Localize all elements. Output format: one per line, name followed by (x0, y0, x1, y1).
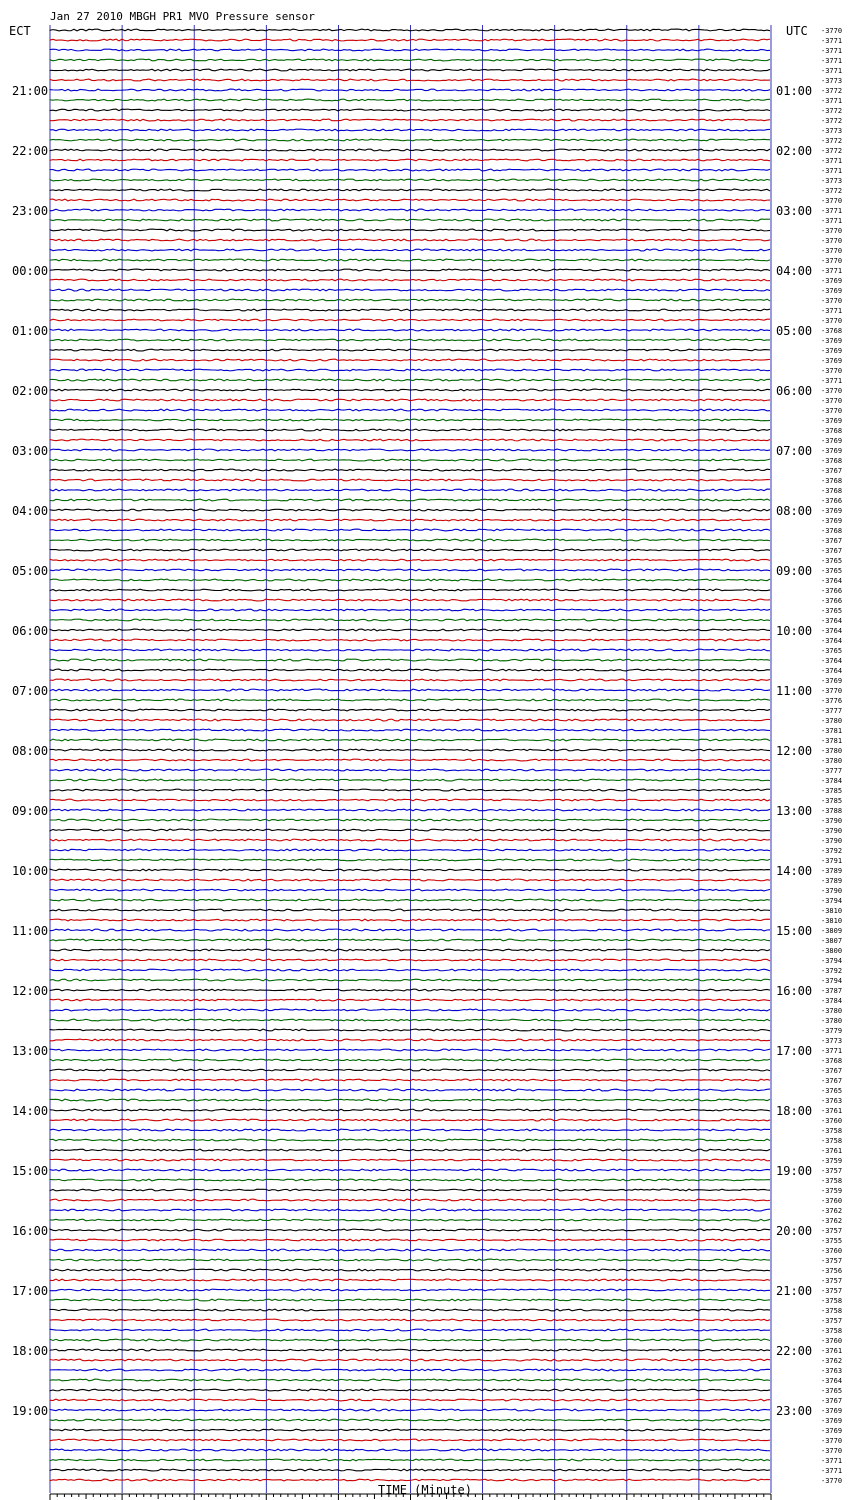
right-hour-label: 23:00 (776, 1404, 813, 1418)
trace-value-label: -3773 (821, 1037, 843, 1045)
trace-value-label: -3759 (821, 1157, 843, 1165)
trace-value-label: -3755 (821, 1237, 843, 1245)
trace-value-label: -3789 (821, 867, 843, 875)
left-hour-label: 00:00 (12, 264, 49, 278)
right-hour-label: 08:00 (776, 504, 813, 518)
trace-value-label: -3768 (821, 487, 843, 495)
right-axis-label: UTC (786, 24, 808, 38)
left-hour-label: 06:00 (12, 624, 49, 638)
left-hour-label: 08:00 (12, 744, 49, 758)
trace-value-label: -3784 (821, 997, 843, 1005)
trace-value-label: -3764 (821, 667, 843, 675)
right-hour-label: 05:00 (776, 324, 813, 338)
left-axis-label: ECT (9, 24, 31, 38)
trace-value-label: -3757 (821, 1227, 843, 1235)
trace-value-label: -3759 (821, 1187, 843, 1195)
trace-value-label: -3771 (821, 207, 843, 215)
right-hour-label: 12:00 (776, 744, 813, 758)
left-hour-label: 01:00 (12, 324, 49, 338)
trace-value-label: -3772 (821, 87, 843, 95)
trace-value-label: -3780 (821, 1017, 843, 1025)
trace-value-label: -3760 (821, 1197, 843, 1205)
trace-value-label: -3771 (821, 307, 843, 315)
trace-value-label: -3767 (821, 1067, 843, 1075)
right-hour-label: 02:00 (776, 144, 813, 158)
left-hour-label: 14:00 (12, 1104, 49, 1118)
right-hour-label: 14:00 (776, 864, 813, 878)
trace-value-label: -3761 (821, 1347, 843, 1355)
trace-value-label: -3777 (821, 707, 843, 715)
left-hour-label: 18:00 (12, 1344, 49, 1358)
trace-value-label: -3763 (821, 1367, 843, 1375)
trace-value-label: -3769 (821, 1417, 843, 1425)
right-hour-label: 07:00 (776, 444, 813, 458)
trace-value-label: -3760 (821, 1337, 843, 1345)
trace-value-label: -3763 (821, 1097, 843, 1105)
trace-value-label: -3768 (821, 527, 843, 535)
trace-value-label: -3810 (821, 917, 843, 925)
trace-value-label: -3780 (821, 717, 843, 725)
trace-value-label: -3800 (821, 947, 843, 955)
trace-value-label: -3770 (821, 27, 843, 35)
trace-value-label: -3758 (821, 1297, 843, 1305)
trace-value-label: -3757 (821, 1167, 843, 1175)
right-hour-label: 18:00 (776, 1104, 813, 1118)
trace-value-label: -3770 (821, 387, 843, 395)
trace-value-label: -3766 (821, 587, 843, 595)
trace-value-label: -3792 (821, 967, 843, 975)
trace-value-label: -3771 (821, 1047, 843, 1055)
left-hour-label: 02:00 (12, 384, 49, 398)
trace-value-label: -3771 (821, 1457, 843, 1465)
right-hour-label: 17:00 (776, 1044, 813, 1058)
trace-value-label: -3790 (821, 827, 843, 835)
trace-value-label: -3770 (821, 1447, 843, 1455)
trace-value-label: -3788 (821, 807, 843, 815)
trace-value-label: -3771 (821, 1467, 843, 1475)
trace-value-label: -3761 (821, 1107, 843, 1115)
trace-value-label: -3770 (821, 237, 843, 245)
trace-value-label: -3780 (821, 747, 843, 755)
trace-value-label: -3770 (821, 227, 843, 235)
trace-value-label: -3764 (821, 637, 843, 645)
trace-value-label: -3770 (821, 687, 843, 695)
trace-value-label: -3756 (821, 1267, 843, 1275)
trace-value-label: -3769 (821, 507, 843, 515)
trace-value-label: -3768 (821, 327, 843, 335)
trace-value-label: -3770 (821, 317, 843, 325)
trace-value-label: -3776 (821, 697, 843, 705)
trace-value-label: -3785 (821, 787, 843, 795)
trace-value-label: -3789 (821, 877, 843, 885)
trace-value-label: -3764 (821, 657, 843, 665)
trace-value-label: -3780 (821, 1007, 843, 1015)
trace-value-label: -3761 (821, 1147, 843, 1155)
trace-value-label: -3767 (821, 1397, 843, 1405)
trace-value-label: -3769 (821, 357, 843, 365)
trace-value-label: -3766 (821, 597, 843, 605)
right-hour-label: 01:00 (776, 84, 813, 98)
trace-value-label: -3772 (821, 147, 843, 155)
trace-value-label: -3777 (821, 767, 843, 775)
trace-value-label: -3757 (821, 1277, 843, 1285)
trace-value-label: -3758 (821, 1307, 843, 1315)
trace-value-label: -3765 (821, 567, 843, 575)
trace-value-label: -3790 (821, 817, 843, 825)
right-hour-label: 06:00 (776, 384, 813, 398)
trace-value-label: -3757 (821, 1287, 843, 1295)
right-hour-label: 20:00 (776, 1224, 813, 1238)
left-hour-label: 23:00 (12, 204, 49, 218)
trace-value-label: -3758 (821, 1327, 843, 1335)
trace-value-label: -3764 (821, 617, 843, 625)
left-hour-label: 16:00 (12, 1224, 49, 1238)
trace-value-label: -3765 (821, 1087, 843, 1095)
trace-value-label: -3758 (821, 1127, 843, 1135)
x-axis-label: TIME (Minute) (378, 1483, 472, 1497)
trace-value-label: -3765 (821, 647, 843, 655)
trace-value-label: -3772 (821, 187, 843, 195)
trace-value-label: -3768 (821, 1057, 843, 1065)
trace-value-label: -3766 (821, 497, 843, 505)
trace-value-label: -3769 (821, 437, 843, 445)
trace-value-label: -3769 (821, 1427, 843, 1435)
trace-value-label: -3771 (821, 377, 843, 385)
right-hour-label: 13:00 (776, 804, 813, 818)
trace-value-label: -3771 (821, 57, 843, 65)
trace-value-label: -3770 (821, 397, 843, 405)
trace-value-label: -3770 (821, 407, 843, 415)
trace-value-label: -3779 (821, 1027, 843, 1035)
trace-value-label: -3762 (821, 1217, 843, 1225)
trace-value-label: -3770 (821, 367, 843, 375)
trace-value-label: -3764 (821, 1377, 843, 1385)
right-hour-label: 03:00 (776, 204, 813, 218)
right-hour-label: 19:00 (776, 1164, 813, 1178)
trace-value-label: -3769 (821, 517, 843, 525)
trace-value-label: -3772 (821, 137, 843, 145)
trace-value-label: -3764 (821, 627, 843, 635)
trace-value-label: -3769 (821, 447, 843, 455)
trace-value-label: -3760 (821, 1117, 843, 1125)
left-hour-label: 04:00 (12, 504, 49, 518)
trace-value-label: -3771 (821, 167, 843, 175)
trace-value-label: -3760 (821, 1247, 843, 1255)
trace-value-label: -3769 (821, 347, 843, 355)
trace-value-label: -3764 (821, 577, 843, 585)
left-hour-label: 10:00 (12, 864, 49, 878)
trace-value-label: -3768 (821, 427, 843, 435)
trace-value-label: -3769 (821, 277, 843, 285)
trace-value-label: -3770 (821, 1477, 843, 1485)
trace-value-label: -3773 (821, 127, 843, 135)
left-hour-label: 17:00 (12, 1284, 49, 1298)
trace-value-label: -3767 (821, 537, 843, 545)
trace-value-label: -3771 (821, 217, 843, 225)
trace-value-label: -3810 (821, 907, 843, 915)
right-hour-label: 04:00 (776, 264, 813, 278)
trace-value-label: -3769 (821, 417, 843, 425)
trace-value-label: -3781 (821, 727, 843, 735)
trace-value-label: -3757 (821, 1257, 843, 1265)
trace-value-label: -3769 (821, 287, 843, 295)
trace-value-label: -3762 (821, 1357, 843, 1365)
trace-value-label: -3768 (821, 477, 843, 485)
left-hour-label: 11:00 (12, 924, 49, 938)
left-hour-label: 09:00 (12, 804, 49, 818)
trace-value-label: -3765 (821, 1387, 843, 1395)
trace-value-label: -3784 (821, 777, 843, 785)
trace-value-label: -3769 (821, 677, 843, 685)
trace-value-label: -3771 (821, 47, 843, 55)
trace-value-label: -3765 (821, 557, 843, 565)
trace-value-label: -3794 (821, 977, 843, 985)
trace-value-label: -3768 (821, 457, 843, 465)
trace-value-label: -3767 (821, 467, 843, 475)
trace-value-label: -3770 (821, 297, 843, 305)
trace-value-label: -3770 (821, 197, 843, 205)
trace-value-label: -3771 (821, 37, 843, 45)
trace-value-label: -3794 (821, 957, 843, 965)
left-hour-label: 13:00 (12, 1044, 49, 1058)
right-hour-label: 22:00 (776, 1344, 813, 1358)
left-hour-label: 05:00 (12, 564, 49, 578)
chart-title: Jan 27 2010 MBGH PR1 MVO Pressure sensor (50, 10, 315, 23)
trace-value-label: -3781 (821, 737, 843, 745)
trace-value-label: -3767 (821, 547, 843, 555)
trace-value-label: -3771 (821, 97, 843, 105)
trace-value-label: -3773 (821, 177, 843, 185)
trace-value-label: -3769 (821, 1407, 843, 1415)
left-hour-label: 22:00 (12, 144, 49, 158)
trace-value-label: -3790 (821, 837, 843, 845)
left-hour-label: 12:00 (12, 984, 49, 998)
trace-value-label: -3765 (821, 607, 843, 615)
left-hour-label: 15:00 (12, 1164, 49, 1178)
trace-value-label: -3791 (821, 857, 843, 865)
trace-value-label: -3794 (821, 897, 843, 905)
right-hour-label: 15:00 (776, 924, 813, 938)
right-hour-label: 11:00 (776, 684, 813, 698)
trace-value-label: -3770 (821, 257, 843, 265)
left-hour-label: 03:00 (12, 444, 49, 458)
trace-value-label: -3771 (821, 67, 843, 75)
trace-value-label: -3790 (821, 887, 843, 895)
trace-value-label: -3769 (821, 337, 843, 345)
left-hour-label: 19:00 (12, 1404, 49, 1418)
trace-value-label: -3772 (821, 107, 843, 115)
trace-value-label: -3770 (821, 1437, 843, 1445)
trace-value-label: -3762 (821, 1207, 843, 1215)
trace-value-label: -3758 (821, 1177, 843, 1185)
right-hour-label: 10:00 (776, 624, 813, 638)
trace-value-label: -3807 (821, 937, 843, 945)
trace-value-label: -3787 (821, 987, 843, 995)
trace-value-label: -3785 (821, 797, 843, 805)
trace-value-label: -3767 (821, 1077, 843, 1085)
left-hour-label: 07:00 (12, 684, 49, 698)
trace-value-label: -3757 (821, 1317, 843, 1325)
right-hour-label: 09:00 (776, 564, 813, 578)
right-hour-label: 16:00 (776, 984, 813, 998)
left-hour-label: 21:00 (12, 84, 49, 98)
trace-value-label: -3758 (821, 1137, 843, 1145)
trace-value-label: -3771 (821, 267, 843, 275)
trace-value-label: -3771 (821, 157, 843, 165)
trace-value-label: -3773 (821, 77, 843, 85)
trace-value-label: -3770 (821, 247, 843, 255)
trace-value-label: -3772 (821, 117, 843, 125)
trace-value-label: -3792 (821, 847, 843, 855)
trace-value-label: -3809 (821, 927, 843, 935)
right-hour-label: 21:00 (776, 1284, 813, 1298)
trace-value-label: -3780 (821, 757, 843, 765)
